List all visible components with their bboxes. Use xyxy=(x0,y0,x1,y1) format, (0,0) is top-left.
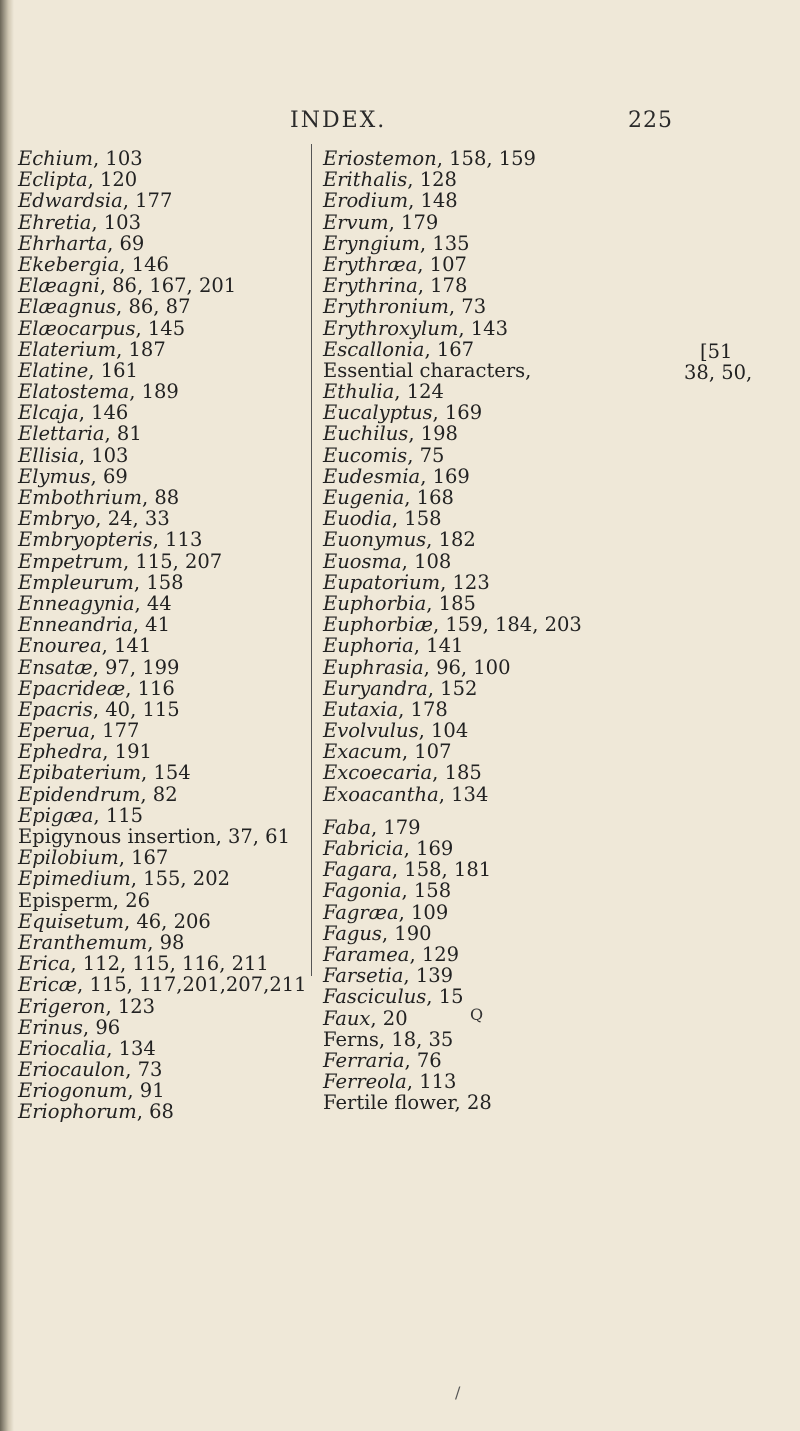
entry-pages: 178 xyxy=(410,697,448,721)
entry-term: Exacum xyxy=(323,740,402,764)
entry-pages: 20 xyxy=(382,1006,408,1030)
entry-term: Embothrium xyxy=(18,486,142,509)
entry-term: Fabricia xyxy=(323,837,404,860)
entry-pages: 158 xyxy=(146,570,184,594)
index-entry: Fertile flower, 28 xyxy=(323,1091,492,1115)
entry-term: Embryopteris xyxy=(18,528,153,552)
entry-term: Equisetum xyxy=(18,909,124,933)
index-entry: Euphorbiæ, 159, 184, 203 xyxy=(323,613,582,637)
entry-term: Eperua xyxy=(18,719,90,743)
entry-term: Eudesmia xyxy=(323,464,421,488)
entry-term: Ethulia xyxy=(323,380,395,404)
index-entry: Eriogonum, 91 xyxy=(18,1079,165,1103)
signature-mark: Q xyxy=(470,1005,484,1024)
entry-pages: 26 xyxy=(125,888,151,912)
index-entry: Faba, 179 xyxy=(323,815,421,839)
entry-pages: 113 xyxy=(419,1070,457,1094)
entry-pages: 112, 115, 116, 211 xyxy=(82,952,269,976)
entry-term: Epilobium xyxy=(18,846,119,870)
entry-pages: 44 xyxy=(146,591,172,615)
entry-term: Erigeron xyxy=(18,994,106,1018)
entry-term: Eriophorum xyxy=(18,1100,137,1124)
entry-pages: 177 xyxy=(135,189,173,213)
entry-pages: 179 xyxy=(383,815,421,839)
entry-term: Faux xyxy=(323,1006,371,1030)
index-entry: Elatine, 161 xyxy=(18,358,138,382)
entry-pages: 134 xyxy=(451,782,489,806)
index-entry: Epimedium, 155, 202 xyxy=(18,867,231,891)
index-entry: Farsetia, 139 xyxy=(323,964,454,988)
entry-term: Elæagnus xyxy=(18,295,117,319)
entry-pages: 108 xyxy=(414,549,452,573)
index-entry: Embryopteris, 113 xyxy=(18,528,203,552)
index-entry: Erythroxylum, 143 xyxy=(323,316,508,340)
entry-pages: 168 xyxy=(416,486,454,509)
index-entry: Ehrharta, 69 xyxy=(18,231,145,255)
entry-pages: 113 xyxy=(165,528,203,552)
entry-pages: 103 xyxy=(103,210,141,234)
index-entry: Erica, 112, 115, 116, 211 xyxy=(18,952,269,976)
entry-term: Fagara xyxy=(323,858,392,882)
entry-pages: 139 xyxy=(415,964,454,988)
entry-term: Eriocaulon xyxy=(18,1058,126,1082)
index-entry: Ericæ, 115, 117,201,207,211 xyxy=(18,973,307,997)
index-entry: Epigæa, 115 xyxy=(18,803,144,827)
entry-pages: 82 xyxy=(152,782,178,806)
entry-pages: 179 xyxy=(401,210,439,234)
index-entry: Euchilus, 198 xyxy=(323,422,458,446)
index-entry: Enourea, 141 xyxy=(18,634,152,658)
index-entry: Epacrideæ, 116 xyxy=(18,676,175,700)
entry-term: Faba xyxy=(323,815,371,839)
escallonia-crossref: [51 xyxy=(700,340,733,363)
entry-pages: 86, 167, 201 xyxy=(112,274,237,298)
entry-pages: 76 xyxy=(416,1048,442,1072)
entry-pages: 40, 115 xyxy=(105,697,180,721)
entry-term: Ericæ xyxy=(18,973,78,997)
entry-term: Ehretia xyxy=(18,210,92,234)
entry-term: Euphrasia xyxy=(323,655,424,679)
index-entry: Fagara, 158, 181 xyxy=(323,858,492,882)
page-edge-shadow xyxy=(0,0,14,1431)
index-entry: Escallonia, 167 xyxy=(323,337,475,361)
index-entry: Ervum, 179 xyxy=(323,210,439,234)
entry-pages: 155, 202 xyxy=(143,867,231,891)
entry-term: Ekebergia xyxy=(18,252,120,276)
index-entry: Eriostemon, 158, 159 xyxy=(323,147,536,170)
entry-term: Euphoria xyxy=(323,634,414,658)
index-entry: Fasciculus, 15 xyxy=(323,985,464,1009)
index-entry: Eryngium, 135 xyxy=(323,231,470,255)
entry-pages: 123 xyxy=(452,570,490,594)
index-entry: Eucomis, 75 xyxy=(323,443,445,467)
entry-pages: 88 xyxy=(154,486,180,509)
entry-term: Echium xyxy=(18,147,94,170)
entry-term: Eupatorium xyxy=(323,570,441,594)
index-entry: Erithalis, 128 xyxy=(323,168,457,192)
index-entry: Ellisia, 103 xyxy=(18,443,129,467)
entry-pages: 182 xyxy=(438,528,476,552)
entry-pages: 41 xyxy=(145,613,170,637)
entry-term: Enneandria xyxy=(18,613,133,637)
entry-term: Elatine xyxy=(18,358,89,382)
entry-term: Elymus xyxy=(18,464,91,488)
index-entry: Eutaxia, 178 xyxy=(323,697,448,721)
entry-pages: 116 xyxy=(137,676,175,700)
index-column-left xyxy=(18,148,308,1123)
entry-term: Ferreola xyxy=(323,1070,407,1094)
entry-term: Edwardsia xyxy=(18,189,123,213)
entry-term: Exoacantha xyxy=(323,782,439,806)
entry-term: Epacrideæ xyxy=(18,676,126,700)
entry-pages: 107 xyxy=(414,740,452,764)
entry-pages: 104 xyxy=(431,719,469,743)
entry-term: Ensatæ xyxy=(18,655,93,679)
entry-pages: 167 xyxy=(131,846,169,870)
index-entry: Elymus, 69 xyxy=(18,464,128,488)
entry-pages: 73 xyxy=(461,295,487,319)
entry-term: Epigynous insertion xyxy=(18,825,216,848)
entry-pages: 198 xyxy=(420,422,458,446)
footer-mark: / xyxy=(455,1383,461,1402)
entry-term: Eucalyptus xyxy=(323,401,433,425)
entry-term: Eucomis xyxy=(323,443,408,467)
entry-term: Eclipta xyxy=(18,168,88,192)
entry-term: Elaterium xyxy=(18,337,117,361)
entry-term: Eriocalia xyxy=(18,1036,107,1060)
entry-term: Erithalis xyxy=(323,168,408,192)
entry-pages: 177 xyxy=(102,719,140,743)
entry-term: Fagus xyxy=(323,921,382,945)
entry-term: Euosma xyxy=(323,549,402,573)
entry-pages: 115, 117,201,207,211 xyxy=(89,973,307,997)
entry-pages: 15 xyxy=(438,985,464,1009)
index-entry: Ehretia, 103 xyxy=(18,210,141,234)
index-entry: Erinus, 96 xyxy=(18,1015,121,1039)
index-entry: Empetrum, 115, 207 xyxy=(18,549,223,573)
entry-term: Empleurum xyxy=(18,570,134,594)
entry-pages: 158, 181 xyxy=(404,858,492,882)
entry-term: Evolvulus xyxy=(323,719,419,743)
index-entry: Fagonia, 158 xyxy=(323,879,452,903)
entry-pages: 158, 159 xyxy=(449,147,536,170)
entry-pages: 148 xyxy=(420,189,458,213)
index-entry: Erythronium, 73 xyxy=(323,295,487,319)
index-entry: Eucalyptus, 169 xyxy=(323,401,483,425)
entry-pages: 169 xyxy=(432,464,470,488)
index-entry: Exacum, 107 xyxy=(323,740,452,764)
index-entry: Eranthemum, 98 xyxy=(18,930,185,954)
entry-term: Erythronium xyxy=(323,295,449,319)
entry-term: Empetrum xyxy=(18,549,123,573)
entry-pages: 18, 35 xyxy=(391,1027,454,1051)
entry-term: Escallonia xyxy=(323,337,425,361)
entry-pages: 109 xyxy=(411,900,449,924)
entry-term: Erythræa xyxy=(323,252,418,276)
entry-term: Ferns xyxy=(323,1027,379,1051)
entry-pages: 98 xyxy=(159,930,185,954)
entry-pages: 107 xyxy=(429,252,467,276)
entry-pages: 81 xyxy=(116,422,142,446)
entry-pages: 123 xyxy=(117,994,156,1018)
entry-pages: 68 xyxy=(149,1100,174,1124)
entry-term: Faramea xyxy=(323,942,410,966)
entry-term: Elcaja xyxy=(18,401,79,425)
index-entry: Enneandria, 41 xyxy=(18,613,170,637)
entry-pages: 69 xyxy=(119,231,145,255)
index-entry: Epidendrum, 82 xyxy=(18,782,178,806)
entry-pages: 158 xyxy=(404,507,442,531)
entry-term: Elæagni xyxy=(18,274,100,298)
entry-pages: 154 xyxy=(153,761,191,785)
entry-term: Fagræa xyxy=(323,900,399,924)
index-entry: Elæagni, 86, 167, 201 xyxy=(18,274,237,298)
index-entry: Enneagynia, 44 xyxy=(18,591,172,615)
entry-term: Epigæa xyxy=(18,803,94,827)
entry-term: Eriostemon xyxy=(323,147,437,170)
entry-term: Essential characters xyxy=(323,358,526,382)
index-entry: Edwardsia, 177 xyxy=(18,189,173,213)
entry-pages: 189 xyxy=(141,380,179,404)
entry-pages: 141 xyxy=(114,634,152,658)
index-entry: Euonymus, 182 xyxy=(323,528,476,552)
entry-term: Euphorbia xyxy=(323,591,427,615)
entry-pages: 103 xyxy=(91,443,129,467)
entry-pages: 134 xyxy=(118,1036,156,1060)
index-entry: Elcaja, 146 xyxy=(18,401,129,425)
index-entry: Ethulia, 124 xyxy=(323,380,444,404)
index-entry: Ferreola, 113 xyxy=(323,1070,457,1094)
index-entry: Epacris, 40, 115 xyxy=(18,697,180,721)
entry-term: Ehrharta xyxy=(18,231,108,255)
essential-crossref: 38, 50, xyxy=(684,361,753,384)
entry-term: Epibaterium xyxy=(18,761,142,785)
index-entry: Erodium, 148 xyxy=(323,189,458,213)
entry-pages: 73 xyxy=(137,1058,163,1082)
entry-pages: 37, 61 xyxy=(227,825,290,848)
index-entry: Excoecaria, 185 xyxy=(323,761,482,785)
entry-pages: 159, 184, 203 xyxy=(445,613,582,637)
entry-term: Elatostema xyxy=(18,380,130,404)
index-entry: Ferraria, 76 xyxy=(323,1048,442,1072)
entry-pages: 158 xyxy=(413,879,452,903)
entry-term: Ferraria xyxy=(323,1048,405,1072)
entry-pages: 91 xyxy=(139,1079,165,1103)
entry-pages: 24, 33 xyxy=(107,507,170,531)
entry-pages: 115, 207 xyxy=(135,549,223,573)
entry-term: Euonymus xyxy=(323,528,427,552)
index-entry: Erythrina, 178 xyxy=(323,274,468,298)
entry-term: Ephedra xyxy=(18,740,103,764)
index-entry: Exoacantha, 134 xyxy=(323,782,489,806)
index-entry: Eugenia, 168 xyxy=(323,486,454,509)
index-entry: Ephedra, 191 xyxy=(18,740,152,764)
index-entry: Euosma, 108 xyxy=(323,549,452,573)
entry-pages: 161 xyxy=(100,358,138,382)
index-column-right xyxy=(323,148,623,1113)
entry-pages: 115 xyxy=(105,803,144,827)
index-entry: Eudesmia, 169 xyxy=(323,464,470,488)
index-entry: Elatostema, 189 xyxy=(18,380,179,404)
entry-term: Fasciculus xyxy=(323,985,427,1009)
entry-pages: 128 xyxy=(419,168,457,192)
entry-term: Elæocarpus xyxy=(18,316,136,340)
index-entry: Fabricia, 169 xyxy=(323,837,454,860)
entry-term: Euphorbiæ xyxy=(323,613,433,637)
entry-term: Euodia xyxy=(323,507,392,531)
index-entry: Euphrasia, 96, 100 xyxy=(323,655,511,679)
index-entry: Eupatorium, 123 xyxy=(323,570,490,594)
entry-pages: 69 xyxy=(102,464,128,488)
index-entry: Eperua, 177 xyxy=(18,719,140,743)
index-entry: Ensatæ, 97, 199 xyxy=(18,655,180,679)
entry-term: Erinus xyxy=(18,1015,83,1039)
index-entry: Episperm, 26 xyxy=(18,888,151,912)
entry-pages: 146 xyxy=(131,252,169,276)
page-number: 225 xyxy=(628,108,673,133)
entry-pages: 185 xyxy=(444,761,482,785)
entry-term: Eugenia xyxy=(323,486,405,509)
entry-term: Euchilus xyxy=(323,422,409,446)
entry-term: Euryandra xyxy=(323,676,428,700)
entry-pages: 141 xyxy=(426,634,464,658)
index-entry: Euryandra, 152 xyxy=(323,676,478,700)
entry-pages: 169 xyxy=(416,837,454,860)
entry-pages: 185 xyxy=(438,591,476,615)
index-entry: Faramea, 129 xyxy=(323,942,460,966)
entry-term: Fertile flower xyxy=(323,1091,455,1115)
entry-term: Elettaria xyxy=(18,422,105,446)
entry-term: Embryo xyxy=(18,507,96,531)
index-entry: Fagræa, 109 xyxy=(323,900,449,924)
index-entry: Elæagnus, 86, 87 xyxy=(18,295,191,319)
entry-pages: 129 xyxy=(421,942,460,966)
entry-term: Enneagynia xyxy=(18,591,135,615)
entry-term: Ervum xyxy=(323,210,389,234)
index-entry: Essential characters, xyxy=(323,358,532,382)
entry-pages: 75 xyxy=(419,443,445,467)
entry-pages: 167 xyxy=(436,337,475,361)
entry-pages: 143 xyxy=(470,316,508,340)
entry-pages: 28 xyxy=(466,1091,492,1115)
entry-term: Farsetia xyxy=(323,964,404,988)
entry-pages: 145 xyxy=(147,316,186,340)
entry-pages: 135 xyxy=(432,231,470,255)
index-entry: Fagus, 190 xyxy=(323,921,432,945)
index-entry: Eriocaulon, 73 xyxy=(18,1058,163,1082)
entry-term: Enourea xyxy=(18,634,102,658)
entry-term: Erica xyxy=(18,952,71,976)
entry-pages: 187 xyxy=(128,337,166,361)
entry-term: Fagonia xyxy=(323,879,402,903)
entry-term: Epidendrum xyxy=(18,782,141,806)
entry-pages: 103 xyxy=(105,147,143,170)
column-divider xyxy=(311,144,312,976)
index-entry: Eriophorum, 68 xyxy=(18,1100,174,1124)
entry-term: Erythroxylum xyxy=(323,316,459,340)
entry-pages: 152 xyxy=(440,676,478,700)
index-entry: Euphoria, 141 xyxy=(323,634,464,658)
index-entry: Epilobium, 167 xyxy=(18,846,169,870)
entry-pages: 169 xyxy=(444,401,483,425)
entry-pages: 96 xyxy=(95,1015,121,1039)
index-entry: Euphorbia, 185 xyxy=(323,591,476,615)
page-header xyxy=(0,108,800,138)
entry-pages: 191 xyxy=(114,740,152,764)
entry-term: Epimedium xyxy=(18,867,131,891)
index-entry: Ekebergia, 146 xyxy=(18,252,169,276)
entry-pages: 120 xyxy=(99,168,138,192)
entry-term: Episperm xyxy=(18,888,113,912)
index-entry: Embryo, 24, 33 xyxy=(18,507,170,531)
index-entry: Euodia, 158 xyxy=(323,507,442,531)
entry-pages: 86, 87 xyxy=(128,295,191,319)
entry-pages: 146 xyxy=(91,401,129,425)
entry-pages: 178 xyxy=(430,274,468,298)
index-entry: Erigeron, 123 xyxy=(18,994,156,1018)
entry-term: Excoecaria xyxy=(323,761,433,785)
page-title: INDEX. xyxy=(290,108,387,133)
index-entry: Elettaria, 81 xyxy=(18,422,142,446)
entry-term: Eriogonum xyxy=(18,1079,128,1103)
index-entry: Eriocalia, 134 xyxy=(18,1036,156,1060)
index-entry: Embothrium, 88 xyxy=(18,486,180,509)
entry-term: Ellisia xyxy=(18,443,79,467)
entry-term: Erythrina xyxy=(323,274,418,298)
index-entry: Evolvulus, 104 xyxy=(323,719,469,743)
entry-pages: 124 xyxy=(406,380,444,404)
entry-term: Eranthemum xyxy=(18,930,148,954)
index-entry: Eclipta, 120 xyxy=(18,168,138,192)
entry-term: Eryngium xyxy=(323,231,420,255)
index-entry: Elæocarpus, 145 xyxy=(18,316,186,340)
index-entry: Faux, 20 xyxy=(323,1006,408,1030)
entry-term: Erodium xyxy=(323,189,409,213)
index-entry: Epigynous insertion, 37, 61 xyxy=(18,825,290,848)
entry-term: Eutaxia xyxy=(323,697,399,721)
index-entry: Elaterium, 187 xyxy=(18,337,166,361)
index-entry: Equisetum, 46, 206 xyxy=(18,909,211,933)
index-entry: Ferns, 18, 35 xyxy=(323,1027,454,1051)
index-entry: Echium, 103 xyxy=(18,147,143,170)
index-entry: Epibaterium, 154 xyxy=(18,761,191,785)
entry-pages: 190 xyxy=(394,921,432,945)
index-entry: Erythræa, 107 xyxy=(323,252,467,276)
entry-pages: 96, 100 xyxy=(436,655,511,679)
index-entry: Empleurum, 158 xyxy=(18,570,184,594)
entry-term: Epacris xyxy=(18,697,93,721)
entry-pages: 46, 206 xyxy=(136,909,211,933)
entry-pages: 97, 199 xyxy=(105,655,180,679)
